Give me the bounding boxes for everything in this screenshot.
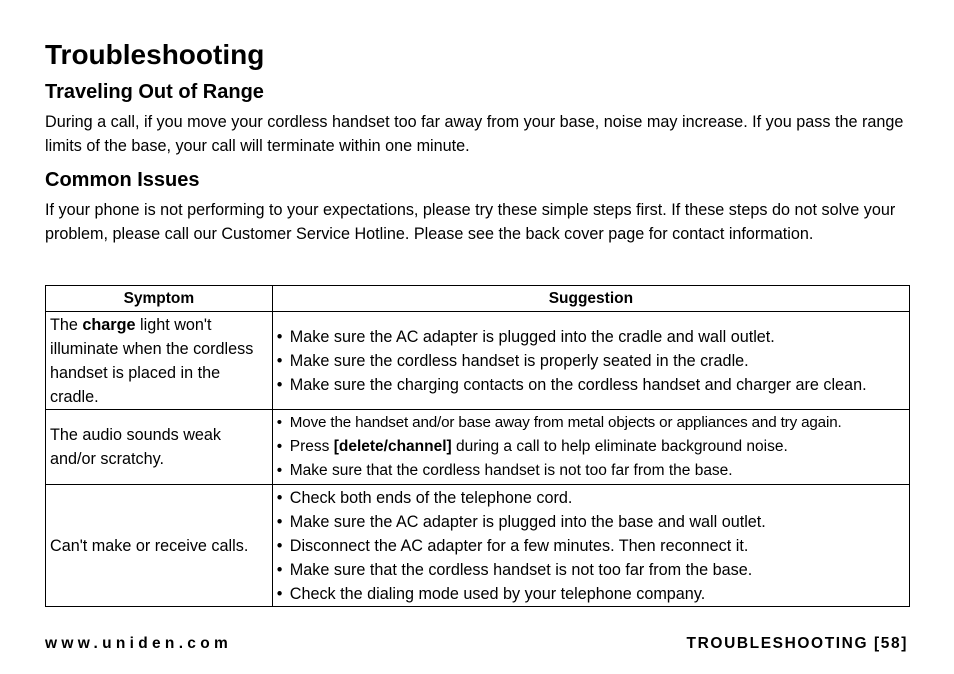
footer-section-page-number: TROUBLESHOOTING [58] (686, 635, 908, 652)
symptom-cell: The audio sounds weak and/or scratchy. (46, 410, 273, 485)
symptom-bold-term: charge (82, 315, 136, 334)
suggestion-item: • Make sure the AC adapter is plugged into the base and wall outlet. (277, 510, 905, 534)
suggestion-item: • Make sure that the cordless handset is not too far from the base. (277, 459, 905, 483)
out-of-range-paragraph: During a call, if you move your cordless handset too far away from your base, noise may increase. If you pass the range limits of the base, your call will terminate within one minute. (45, 113, 904, 155)
table-header-row (46, 286, 910, 312)
suggestion-item: • Disconnect the AC adapter for a few minutes. Then reconnect it. (277, 534, 905, 558)
common-issues-paragraph: If your phone is not performing to your expectations, please try these simple steps first. If these steps do not solve your problem, please call our Customer Service Hotline. Please see the back cover page for contact information. (45, 201, 896, 243)
symptom-text: light won't illuminate when the cordless handset is placed in the cradle. (50, 315, 254, 406)
table-row (46, 485, 910, 607)
suggestion-item (277, 435, 905, 459)
suggestion-item: • Make sure the charging contacts on the cordless handset and charger are clean. (277, 373, 905, 397)
symptom-cell: Can't make or receive calls. (46, 485, 273, 607)
suggestion-item: • Make sure that the cordless handset is not too far from the base. (277, 558, 905, 582)
suggestion-text: Press (289, 438, 334, 455)
suggestion-item: • Move the handset and/or base away from metal objects or appliances and try again. (277, 411, 905, 435)
suggestion-column-header: Suggestion (272, 286, 909, 312)
symptom-text: The (50, 315, 83, 334)
suggestion-text: during a call to help eliminate background noise. (451, 438, 788, 455)
suggestion-cell (272, 410, 909, 485)
table-row (46, 312, 910, 410)
suggestion-item: • Make sure the AC adapter is plugged into the cradle and wall outlet. (277, 325, 905, 349)
footer-website-url: www.uniden.com (45, 635, 233, 652)
symptom-column-header: Symptom (46, 286, 273, 312)
symptom-cell (46, 312, 273, 410)
suggestion-list (277, 411, 905, 483)
page-title: Troubleshooting (45, 39, 265, 70)
suggestion-item: • Make sure the cordless handset is properly seated in the cradle. (277, 349, 905, 373)
delete-channel-key-label: [delete/channel] (333, 438, 452, 455)
troubleshooting-table (45, 285, 910, 607)
section-heading-out-of-range: Traveling Out of Range (45, 81, 264, 103)
section-heading-common-issues: Common Issues (45, 169, 200, 191)
suggestion-item: • Check both ends of the telephone cord. (277, 486, 905, 510)
suggestion-list (277, 486, 905, 606)
suggestion-item: • Check the dialing mode used by your telephone company. (277, 582, 905, 606)
suggestion-cell (272, 312, 909, 410)
suggestion-cell (272, 485, 909, 607)
table-row (46, 410, 910, 485)
suggestion-list (277, 325, 905, 397)
